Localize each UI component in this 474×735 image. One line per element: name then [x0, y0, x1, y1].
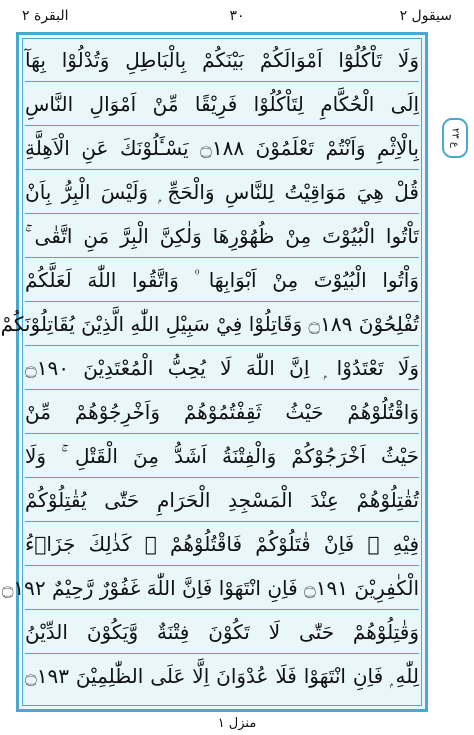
verse-line-9: وَاقْتُلُوْهُمْ حَيْثُ ثَقِفْتُمُوْهُمْ وَاَخْرِجُوْهُمْ مِّنْ — [25, 391, 419, 434]
text-frame — [0, 32, 428, 712]
ruku-marker-text: ع ۲۳ — [449, 128, 461, 148]
verse-line-4: قُلْ هِيَ مَوَاقِيْتُ لِلنَّاسِ وَالْحَجِّ ۭ وَلَيْسَ الْبِرُّ بِاَنْ — [25, 171, 419, 214]
verse-line-5: تَاْتُوا الْبُيُوْتَ مِنْ ظُهُوْرِهَا وَلٰكِنَّ الْبِرَّ مَنِ اتَّقٰى ۚ — [25, 215, 419, 258]
verse-line-7: تُفْلِحُوْنَ ۝١٨٩ وَقَاتِلُوْا فِيْ سَبِيْلِ اللّٰهِ الَّذِيْنَ يُقَاتِلُوْنَكُمْ — [25, 303, 419, 346]
verse-line-13: الْكٰفِرِيْنَ ۝١٩١ فَاِنِ انْتَهَوْا فَاِنَّ اللّٰهَ غَفُوْرٌ رَّحِيْمٌ ۝١٩٢ — [25, 567, 419, 610]
verse-line-1: وَلَا تَاْكُلُوْٓا اَمْوَالَكُمْ بَيْنَكُمْ بِالْبَاطِلِ وَتُدْلُوْا بِهَآ — [25, 39, 419, 82]
verse-line-10: حَيْثُ اَخْرَجُوْكُمْ وَالْفِتْنَةُ اَشَدُّ مِنَ الْقَتْلِ ۚ وَلَا — [25, 435, 419, 478]
verse-line-11: تُقٰتِلُوْهُمْ عِنْدَ الْمَسْجِدِ الْحَرَامِ حَتّٰى يُقٰتِلُوْكُمْ — [25, 479, 419, 522]
manzil-footer: منزل ۱ — [217, 716, 257, 731]
verse-line-6: وَاْتُوا الْبُيُوْتَ مِنْ اَبْوَابِهَا ۠ وَاتَّقُوا اللّٰهَ لَعَلَّكُمْ — [25, 259, 419, 302]
page-number: ۳۰ — [229, 8, 245, 24]
page-header — [16, 6, 458, 26]
surah-name: البقرة ۲ — [22, 8, 69, 24]
verse-line-2: اِلَى الْحُكَّامِ لِتَاْكُلُوْا فَرِيْقًا مِّنْ اَمْوَالِ النَّاسِ — [25, 83, 419, 126]
verse-line-8: وَلَا تَعْتَدُوْا ۭ اِنَّ اللّٰهَ لَا يُحِبُّ الْمُعْتَدِيْنَ ۝١٩٠ — [25, 347, 419, 390]
verse-line-15: لِلّٰهِ ۭ فَاِنِ انْتَهَوْا فَلَا عُدْوَانَ اِلَّا عَلَى الظّٰلِمِيْنَ ۝١٩٣ — [25, 664, 419, 688]
verse-line-14: وَقٰتِلُوْهُمْ حَتّٰى لَا تَكُوْنَ فِتْنَةٌ وَّيَكُوْنَ الدِّيْنُ — [25, 611, 419, 654]
ruku-marker — [442, 118, 468, 158]
verse-line-12: فِيْهِ ۚ فَاِنْ قٰتَلُوْكُمْ فَاقْتُلُوْهُمْ ۭ كَذٰلِكَ جَزَاۗءُ — [25, 523, 419, 566]
juz-title: سیقول ۲ — [399, 8, 452, 24]
verse-lines — [0, 35, 425, 709]
verse-line-3: بِالْاِثْمِ وَاَنْتُمْ تَعْلَمُوْنَ ۝١٨٨ يَسْـَٔلُوْنَكَ عَنِ الْاَهِلَّةِ — [25, 127, 419, 170]
